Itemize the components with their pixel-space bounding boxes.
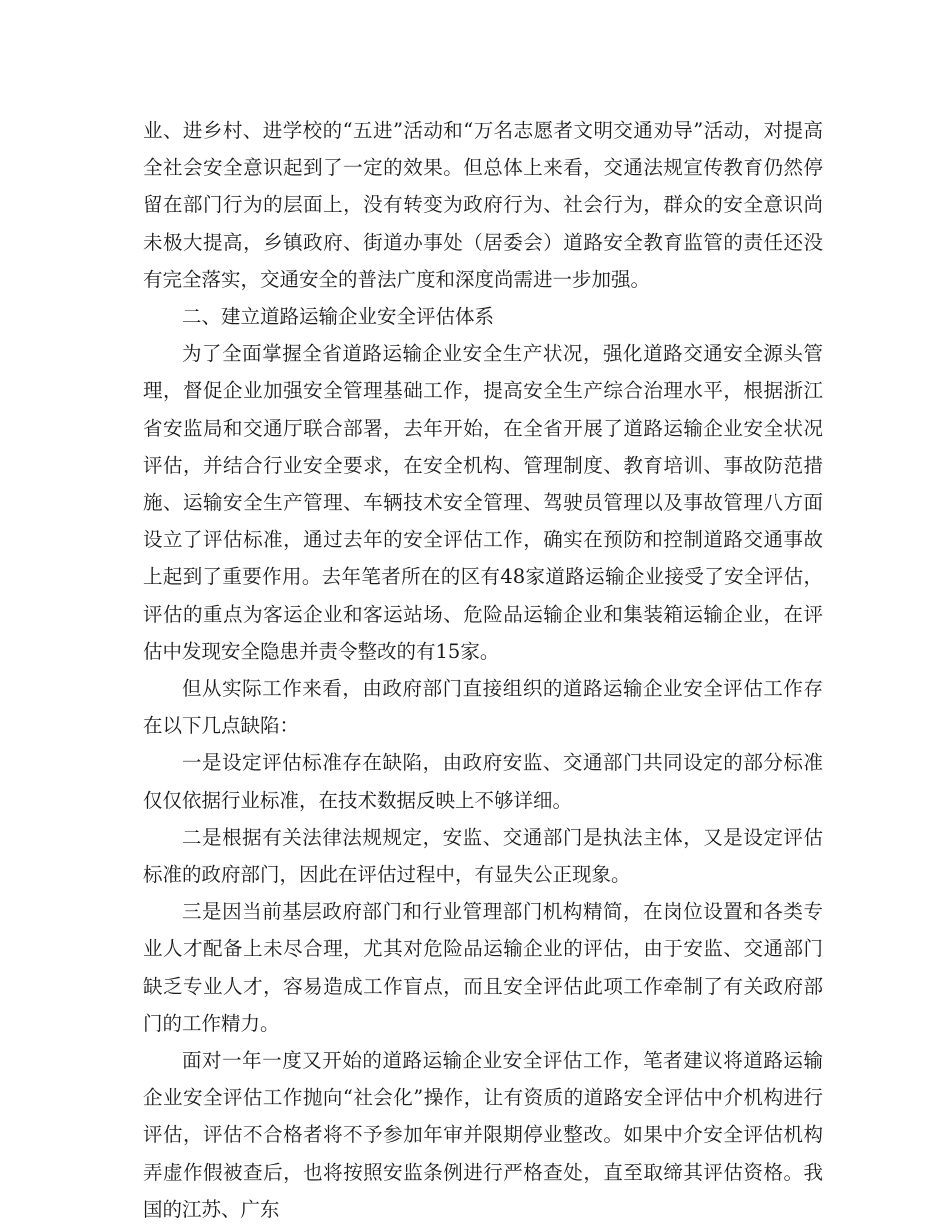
paragraph-defects-lead: 但从实际工作来看，由政府部门直接组织的道路运输企业安全评估工作存在以下几点缺陷： bbox=[143, 677, 823, 738]
section-heading: 二、建立道路运输企业安全评估体系 bbox=[182, 305, 495, 329]
paragraph-defect-three: 三是因当前基层政府部门和行业管理部门机构精简，在岗位设置和各类专业人才配备上未尽合理，尤其对危险品运输企业的评估，由于安监、交通部门缺乏专业人才，容易造成工作盲点，而且安全评估此项工作牵制了有关政府部门的工作精力。 bbox=[143, 900, 823, 1035]
paragraph-recommendation: 面对一年一度又开始的道路运输企业安全评估工作，笔者建议将道路运输企业安全评估工作抛向“社会化”操作，让有资质的道路安全评估中介机构进行评估，评估不合格者将不予参加年审并限期停业整改。如果中介安全评估机构弄虚作假被查后，也将按照安监条例进行严格查处，直至取缔其评估资格。我国的江苏、广东 bbox=[143, 1049, 823, 1221]
paragraph-continuation: 业、进乡村、进学校的“五进”活动和“万名志愿者文明交通劝导”活动，对提高全社会安全意识起到了一定的效果。但总体上来看，交通法规宣传教育仍然停留在部门行为的层面上，没有转变为政府行为、社会行为，群众的安全意识尚未极大提高，乡镇政府、街道办事处（居委会）道路安全教育监管的责任还没有完全落实，交通安全的普法广度和深度尚需进一步加强。 bbox=[143, 119, 823, 291]
document-body bbox=[143, 112, 823, 1228]
paragraph-defect-one: 一是设定评估标准存在缺陷，由政府安监、交通部门共同设定的部分标准仅仅依据行业标准，在技术数据反映上不够详细。 bbox=[143, 751, 823, 812]
paragraph-evaluation-intro: 为了全面掌握全省道路运输企业安全生产状况，强化道路交通安全源头管理，督促企业加强安全管理基础工作，提高安全生产综合治理水平，根据浙江省安监局和交通厅联合部署，去年开始，在全省开展了道路运输企业安全状况评估，并结合行业安全要求，在安全机构、管理制度、教育培训、事故防范措施、运输安全生产管理、车辆技术安全管理、驾驶员管理以及事故管理八方面设立了评估标准，通过去年的安全评估工作，确实在预防和控制道路交通事故上起到了重要作用。去年笔者所在的区有48家道路运输企业接受了安全评估，评估的重点为客运企业和客运站场、危险品运输企业和集装箱运输企业，在评估中发现安全隐患并责令整改的有15家。 bbox=[143, 342, 823, 663]
paragraph-defect-two: 二是根据有关法律法规规定，安监、交通部门是执法主体，又是设定评估标准的政府部门，因此在评估过程中，有显失公正现象。 bbox=[143, 825, 823, 887]
